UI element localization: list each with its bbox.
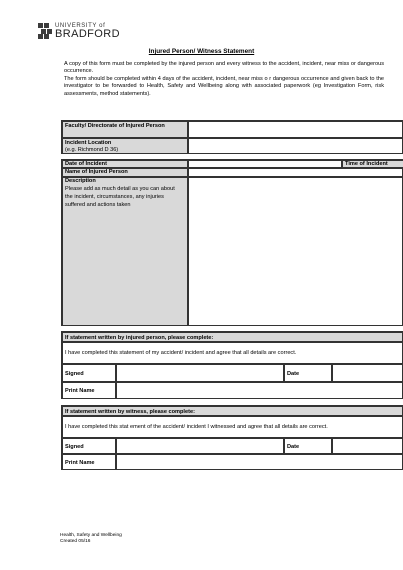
description-hint: Please add as much detail as you can about the incident, circumstances, any injuries suffered and actions taken	[65, 185, 175, 208]
location-field[interactable]	[188, 138, 403, 154]
name-label: Name of Injured Person	[62, 168, 188, 177]
page-title: Injured Person/ Witness Statement	[148, 48, 255, 55]
faculty-label: Faculty/ Directorate of Injured Person	[62, 121, 188, 138]
logo-university-text: UNIVERSITY of	[55, 22, 106, 29]
faculty-field[interactable]	[188, 121, 403, 138]
witness-section	[61, 405, 403, 470]
injured-signed-field[interactable]	[116, 364, 284, 382]
witness-print-field[interactable]	[116, 454, 403, 470]
witness-signed-field[interactable]	[116, 438, 284, 454]
witness-declaration: I have completed this stat ement of the accident/ incident I witnessed and agree that all details are correct.	[62, 416, 403, 438]
witness-date-label: Date	[284, 438, 332, 454]
witness-date-field[interactable]	[332, 438, 403, 454]
location-label: Incident Location	[65, 140, 112, 146]
intro-paragraph-2: The form should be completed within 4 days of the accident, incident, near miss o r dangerous occurrence and given back to the investigator to be forwarded to Health, Safety and Wellbeing along with associated paperwork (eg Investigation Form, risk assessments, method statements).	[64, 75, 384, 97]
location-hint: (e.g. Richmond D 36)	[65, 146, 119, 153]
injured-print-field[interactable]	[116, 382, 403, 399]
witness-print-label: Print Name	[62, 454, 116, 470]
intro-paragraph-1: A copy of this form must be completed by the injured person and every witness to the accident, incident, near miss or dangerous occurrence.	[64, 61, 384, 75]
faculty-location-table	[61, 120, 403, 154]
date-field[interactable]	[188, 160, 342, 168]
logo-mark-icon	[38, 23, 52, 39]
injured-print-label: Print Name	[62, 382, 116, 399]
witness-signed-label: Signed	[62, 438, 116, 454]
injured-name-field[interactable]	[188, 168, 403, 177]
description-label: Description	[65, 178, 96, 184]
injured-date-label: Date	[284, 364, 332, 382]
date-label: Date of Incident	[62, 160, 188, 168]
injured-date-field[interactable]	[332, 364, 403, 382]
logo-name-text: BRADFORD	[55, 27, 120, 40]
footer-created: Created 05/16	[60, 539, 91, 544]
footer-department: Health, Safety and Wellbeing	[60, 533, 122, 538]
university-logo	[38, 22, 120, 40]
description-cell	[62, 177, 188, 326]
injured-person-section	[61, 331, 403, 399]
injured-section-header: If statement written by injured person, please complete:	[62, 332, 403, 342]
intro-text	[64, 61, 384, 98]
injured-signed-label: Signed	[62, 364, 116, 382]
incident-details-table	[61, 159, 403, 326]
time-label: Time of Incident	[342, 160, 403, 168]
witness-section-header: If statement written by witness, please complete:	[62, 406, 403, 416]
injured-declaration: I have completed this statement of my accident/ incident and agree that all details are correct.	[62, 342, 403, 364]
footer	[60, 533, 122, 545]
location-cell	[62, 138, 188, 154]
description-field[interactable]	[188, 177, 403, 326]
